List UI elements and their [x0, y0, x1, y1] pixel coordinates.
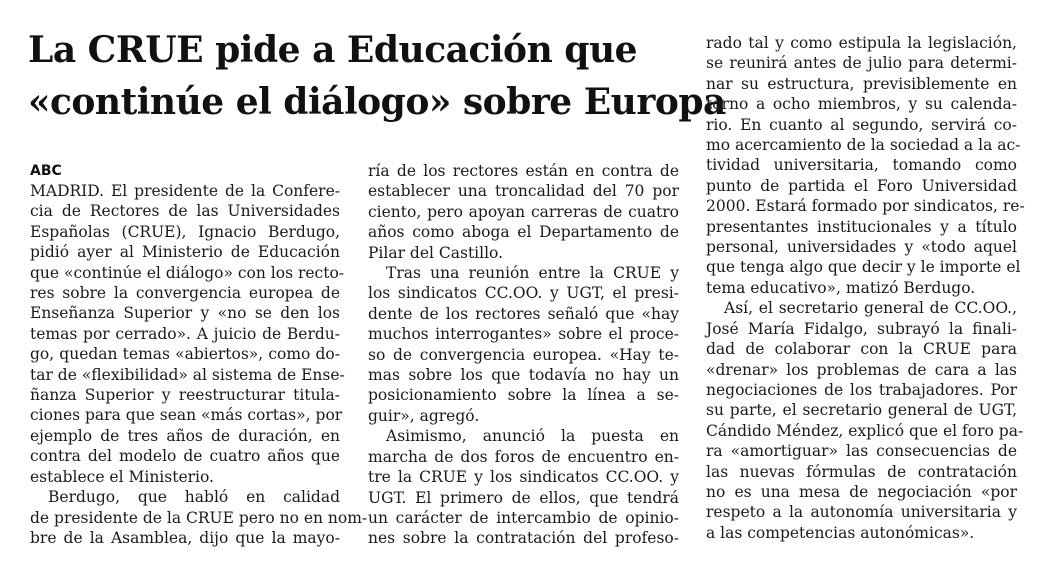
text-line: rado tal y como estipula la legislación, [706, 34, 1017, 52]
text-line: nes sobre la contratación del profeso- [368, 529, 679, 548]
text-line: tar de «flexibilidad» al sistema de Ense- [30, 365, 345, 384]
text-line: tre la CRUE y los sindicatos CC.OO. y [368, 468, 679, 487]
text-line: MADRID. El presidente de la Confere- [30, 182, 340, 200]
text-line: dente de los rectores señaló que «hay [368, 304, 679, 323]
text-line: que tenga algo que decir y le importe el [706, 258, 1021, 277]
text-line: respeto a la autonomía universitaria y [706, 503, 1017, 522]
text-line: establece el Ministerio. [30, 467, 214, 486]
text-line: go, quedan temas «abiertos», como do- [30, 345, 340, 364]
text-line: establecer una troncalidad del 70 por [368, 182, 679, 201]
text-line: Así, el secretario general de CC.OO., [724, 299, 1017, 318]
text-line: ejemplo de tres años de duración, en [30, 426, 340, 445]
text-line: pidió ayer al Ministerio de Educación [30, 243, 340, 262]
text-line: Asimismo, anunció la puesta en [386, 427, 679, 446]
text-line: ra «amortiguar» las consecuencias de [706, 442, 1017, 461]
text-line: contra del modelo de cuatro años que [30, 447, 340, 466]
article-column-2 [368, 161, 679, 549]
text-line: tividad universitaria, tomando como [706, 156, 1017, 175]
text-line: bre de la Asamblea, dijo que la mayo- [30, 528, 340, 547]
text-line: ñanza Superior y reestructurar titula- [30, 386, 340, 405]
text-line: guir», agregó. [368, 406, 480, 425]
text-line: ciones para que sean «más cortas», por [30, 406, 343, 425]
text-line: no es una mesa de negociación «por [706, 482, 1017, 501]
text-line: Pilar del Castillo. [368, 243, 504, 262]
text-line: a las competencias autonómicas». [706, 523, 975, 542]
text-line: cia de Rectores de las Universidades [30, 202, 340, 221]
text-line: muchos interrogantes» sobre el proce- [368, 325, 679, 344]
text-line: los sindicatos CC.OO. y UGT, el presi- [368, 284, 679, 303]
text-line: mas sobre los que todavía no hay un [368, 366, 679, 385]
text-line: marcha de dos foros de encuentro en- [368, 447, 679, 466]
text-line: dad de colaborar con la CRUE para [706, 340, 1017, 359]
text-line: punto de partida el Foro Universidad [706, 176, 1017, 195]
text-line: torno a ocho miembros, y su calenda- [706, 95, 1017, 114]
text-line: ría de los rectores están en contra de [368, 162, 679, 180]
article-column-1 [30, 181, 368, 548]
text-line: un carácter de intercambio de opinio- [368, 508, 679, 527]
text-line: tema educativo», matizó Berdugo. [706, 278, 976, 297]
text-line: que «continúe el diálogo» con los recto- [30, 263, 345, 282]
text-line: Españolas (CRUE), Ignacio Berdugo, [30, 222, 340, 241]
text-line: 2000. Estará formado por sindicatos, re- [706, 197, 1025, 216]
text-line: so de convergencia europea. «Hay te- [368, 345, 679, 364]
text-line: José María Fidalgo, subrayó la finali- [706, 319, 1017, 338]
text-line: ciento, pero apoyan carreras de cuatro [368, 202, 679, 221]
text-line: Enseñanza Superior y «no se den los [30, 304, 340, 323]
text-line: Tras una reunión entre la CRUE y [386, 264, 679, 283]
text-line: mo acercamiento de la sociedad a la ac- [706, 136, 1021, 155]
text-line: su parte, el secretario general de UGT, [706, 401, 1017, 420]
text-line: UGT. El primero de ellos, que tendrá [368, 488, 679, 507]
text-line: personal, universidades y «todo aquel [706, 238, 1017, 257]
text-line: se reunirá antes de julio para determi- [706, 54, 1017, 73]
text-line: Berdugo, que habló en calidad [48, 488, 340, 507]
article-column-3 [706, 33, 1025, 543]
text-line: nar su estructura, previsiblemente en [706, 74, 1017, 93]
headline-line-1: La CRUE pide a Educación que [28, 29, 638, 71]
byline: ABC [30, 163, 62, 179]
text-line: años como aboga el Departamento de [368, 223, 679, 242]
text-line: Cándido Méndez, explicó que el foro pa- [706, 421, 1024, 440]
headline [28, 24, 726, 128]
text-line: rio. En cuanto al segundo, servirá co- [706, 115, 1017, 134]
text-line: temas por cerrado». A juicio de Berdu- [30, 324, 340, 343]
text-line: presentantes institucionales y a título [706, 217, 1017, 236]
headline-line-2: «continúe el diálogo» sobre Europa [28, 81, 726, 123]
text-line: las nuevas fórmulas de contratación [706, 462, 1017, 481]
text-line: de presidente de la CRUE pero no en nom- [30, 508, 368, 527]
text-line: «drenar» los problemas de cara a las [706, 360, 1017, 379]
text-line: posicionamiento sobre la línea a se- [368, 386, 679, 405]
text-line: negociaciones de los trabajadores. Por [706, 380, 1017, 399]
text-line: res sobre la convergencia europea de [30, 284, 340, 303]
